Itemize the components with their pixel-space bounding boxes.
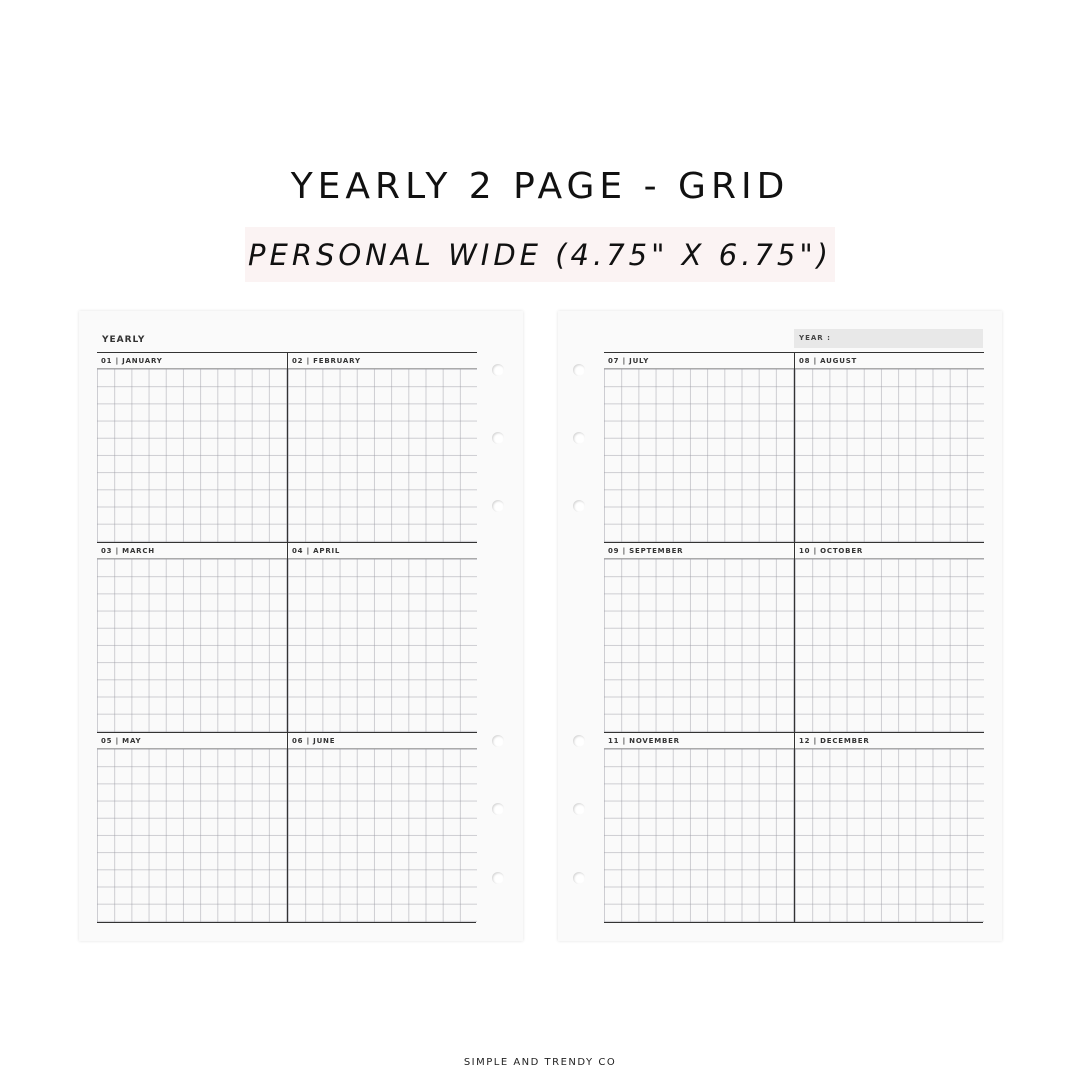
month-label: 04 | APRIL bbox=[292, 547, 341, 555]
month-block-november bbox=[604, 732, 794, 922]
month-block-may bbox=[97, 732, 287, 922]
month-block-october bbox=[794, 542, 984, 732]
grid-cells bbox=[604, 748, 794, 922]
page-heading: YEARLY bbox=[102, 335, 146, 345]
month-label: 11 | NOVEMBER bbox=[608, 737, 680, 745]
grid-cells bbox=[97, 368, 287, 542]
month-block-september bbox=[604, 542, 794, 732]
month-block-june bbox=[287, 732, 477, 922]
year-label: YEAR : bbox=[799, 334, 831, 342]
month-block-december bbox=[794, 732, 984, 922]
month-grid-left bbox=[97, 352, 476, 923]
month-block-january bbox=[97, 352, 287, 542]
month-block-july bbox=[604, 352, 794, 542]
month-block-august bbox=[794, 352, 984, 542]
month-block-february bbox=[287, 352, 477, 542]
month-label: 03 | MARCH bbox=[101, 547, 155, 555]
punch-hole-icon bbox=[492, 364, 504, 376]
grid-cells bbox=[288, 368, 477, 542]
planner-page-right bbox=[558, 311, 1002, 941]
grid-cells bbox=[97, 558, 287, 732]
month-label: 01 | JANUARY bbox=[101, 357, 163, 365]
punch-hole-icon bbox=[573, 364, 585, 376]
month-label: 09 | SEPTEMBER bbox=[608, 547, 684, 555]
grid-cells bbox=[288, 558, 477, 732]
size-subtitle: PERSONAL WIDE (4.75" X 6.75") bbox=[248, 237, 832, 272]
grid-cells bbox=[795, 368, 984, 542]
month-block-march bbox=[97, 542, 287, 732]
year-field bbox=[794, 329, 983, 348]
grid-cells bbox=[604, 558, 794, 732]
month-label: 05 | MAY bbox=[101, 737, 142, 745]
punch-hole-icon bbox=[573, 500, 585, 512]
planner-page-left bbox=[79, 311, 523, 941]
month-label: 08 | AUGUST bbox=[799, 357, 858, 365]
grid-cells bbox=[288, 748, 477, 922]
month-label: 07 | JULY bbox=[608, 357, 650, 365]
punch-hole-icon bbox=[573, 803, 585, 815]
grid-cells bbox=[97, 748, 287, 922]
grid-cells bbox=[795, 748, 984, 922]
punch-hole-icon bbox=[573, 872, 585, 884]
month-block-april bbox=[287, 542, 477, 732]
month-label: 02 | FEBRUARY bbox=[292, 357, 361, 365]
punch-hole-icon bbox=[492, 500, 504, 512]
punch-hole-icon bbox=[573, 432, 585, 444]
punch-hole-icon bbox=[492, 803, 504, 815]
grid-cells bbox=[604, 368, 794, 542]
brand-footer: SIMPLE AND TRENDY CO bbox=[463, 1057, 617, 1068]
punch-hole-icon bbox=[573, 735, 585, 747]
punch-hole-icon bbox=[492, 432, 504, 444]
grid-cells bbox=[795, 558, 984, 732]
size-banner bbox=[245, 227, 835, 282]
month-label: 06 | JUNE bbox=[292, 737, 336, 745]
product-title: YEARLY 2 PAGE - GRID bbox=[290, 166, 790, 207]
month-label: 12 | DECEMBER bbox=[799, 737, 870, 745]
punch-hole-icon bbox=[492, 735, 504, 747]
punch-hole-icon bbox=[492, 872, 504, 884]
month-grid-right bbox=[604, 352, 983, 923]
month-label: 10 | OCTOBER bbox=[799, 547, 864, 555]
